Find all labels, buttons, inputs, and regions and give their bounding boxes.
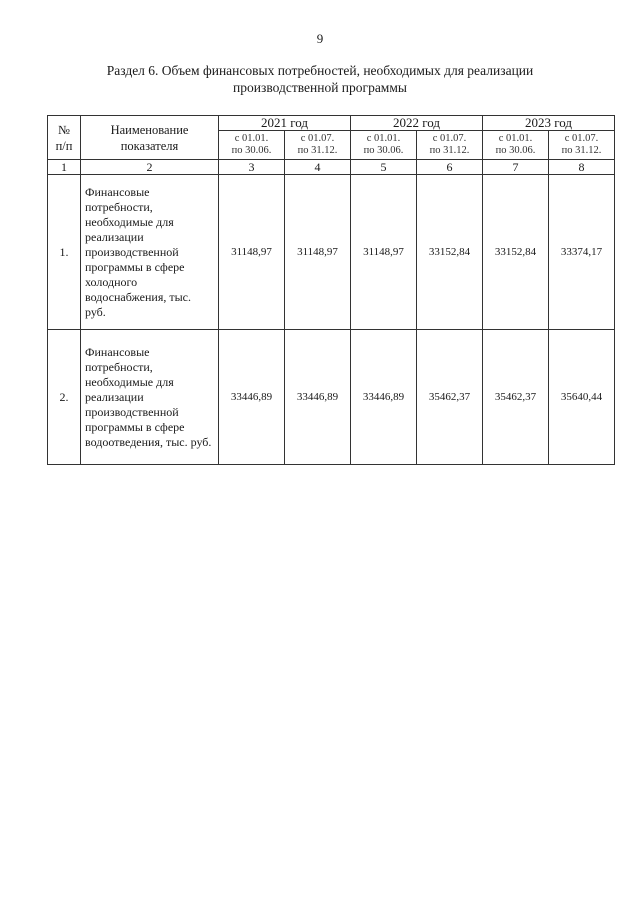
period-to: по 30.06.: [231, 145, 272, 156]
column-number: 1: [48, 160, 81, 175]
period-to: по 30.06.: [363, 145, 404, 156]
header-year-2021: 2021 год: [219, 116, 351, 131]
header-name-line2: показателя: [120, 138, 179, 153]
period-from: с 01.07.: [432, 133, 467, 144]
column-number: 5: [351, 160, 417, 175]
value-cell: 35462,37: [417, 330, 483, 465]
period-to: по 31.12.: [561, 145, 602, 156]
header-period-5: [483, 131, 549, 160]
value-cell: 33446,89: [351, 330, 417, 465]
value-cell: 33152,84: [417, 175, 483, 330]
header-period-2: [285, 131, 351, 160]
column-number: 2: [81, 160, 219, 175]
header-period-3: [351, 131, 417, 160]
value-cell: 33446,89: [285, 330, 351, 465]
period-from: с 01.07.: [300, 133, 335, 144]
period-from: с 01.01.: [366, 133, 401, 144]
table-row: [48, 175, 615, 330]
value-cell: 35640,44: [549, 330, 615, 465]
column-number: 7: [483, 160, 549, 175]
period-to: по 30.06.: [495, 145, 536, 156]
value-cell: 33446,89: [219, 330, 285, 465]
header-period-1: [219, 131, 285, 160]
value-cell: 31148,97: [351, 175, 417, 330]
column-number: 8: [549, 160, 615, 175]
column-number-row: [48, 160, 615, 175]
row-number: 1.: [48, 175, 81, 330]
header-name-line1: Наименование: [110, 122, 189, 137]
header-num: [48, 116, 81, 160]
financial-needs-table: [47, 115, 615, 465]
section-title-line2: производственной программы: [233, 80, 407, 95]
value-cell: 31148,97: [219, 175, 285, 330]
header-num-line2: п/п: [55, 138, 73, 153]
period-to: по 31.12.: [297, 145, 338, 156]
header-year-2022: 2022 год: [351, 116, 483, 131]
column-number: 4: [285, 160, 351, 175]
value-cell: 31148,97: [285, 175, 351, 330]
header-period-6: [549, 131, 615, 160]
page-number: 9: [316, 31, 324, 46]
period-from: с 01.01.: [498, 133, 533, 144]
row-number: 2.: [48, 330, 81, 465]
period-to: по 31.12.: [429, 145, 470, 156]
value-cell: 33374,17: [549, 175, 615, 330]
header-year-2023: 2023 год: [483, 116, 615, 131]
indicator-name: Финансовые потребности, необходимые для реализации производственной программы в сфере холодного водоснабжения, тыс. руб.: [81, 175, 219, 330]
header-num-line1: №: [58, 122, 70, 137]
header-name: [81, 116, 219, 160]
section-title: [60, 62, 580, 96]
section-title-line1: Раздел 6. Объем финансовых потребностей, необходимых для реализации: [106, 63, 534, 78]
value-cell: 33152,84: [483, 175, 549, 330]
indicator-name: Финансовые потребности, необходимые для реализации производственной программы в сфере водоотведения, тыс. руб.: [81, 330, 219, 465]
period-from: с 01.01.: [234, 133, 269, 144]
column-number: 3: [219, 160, 285, 175]
value-cell: 35462,37: [483, 330, 549, 465]
header-row-years: [48, 116, 615, 131]
header-period-4: [417, 131, 483, 160]
table-row: [48, 330, 615, 465]
period-from: с 01.07.: [564, 133, 599, 144]
column-number: 6: [417, 160, 483, 175]
